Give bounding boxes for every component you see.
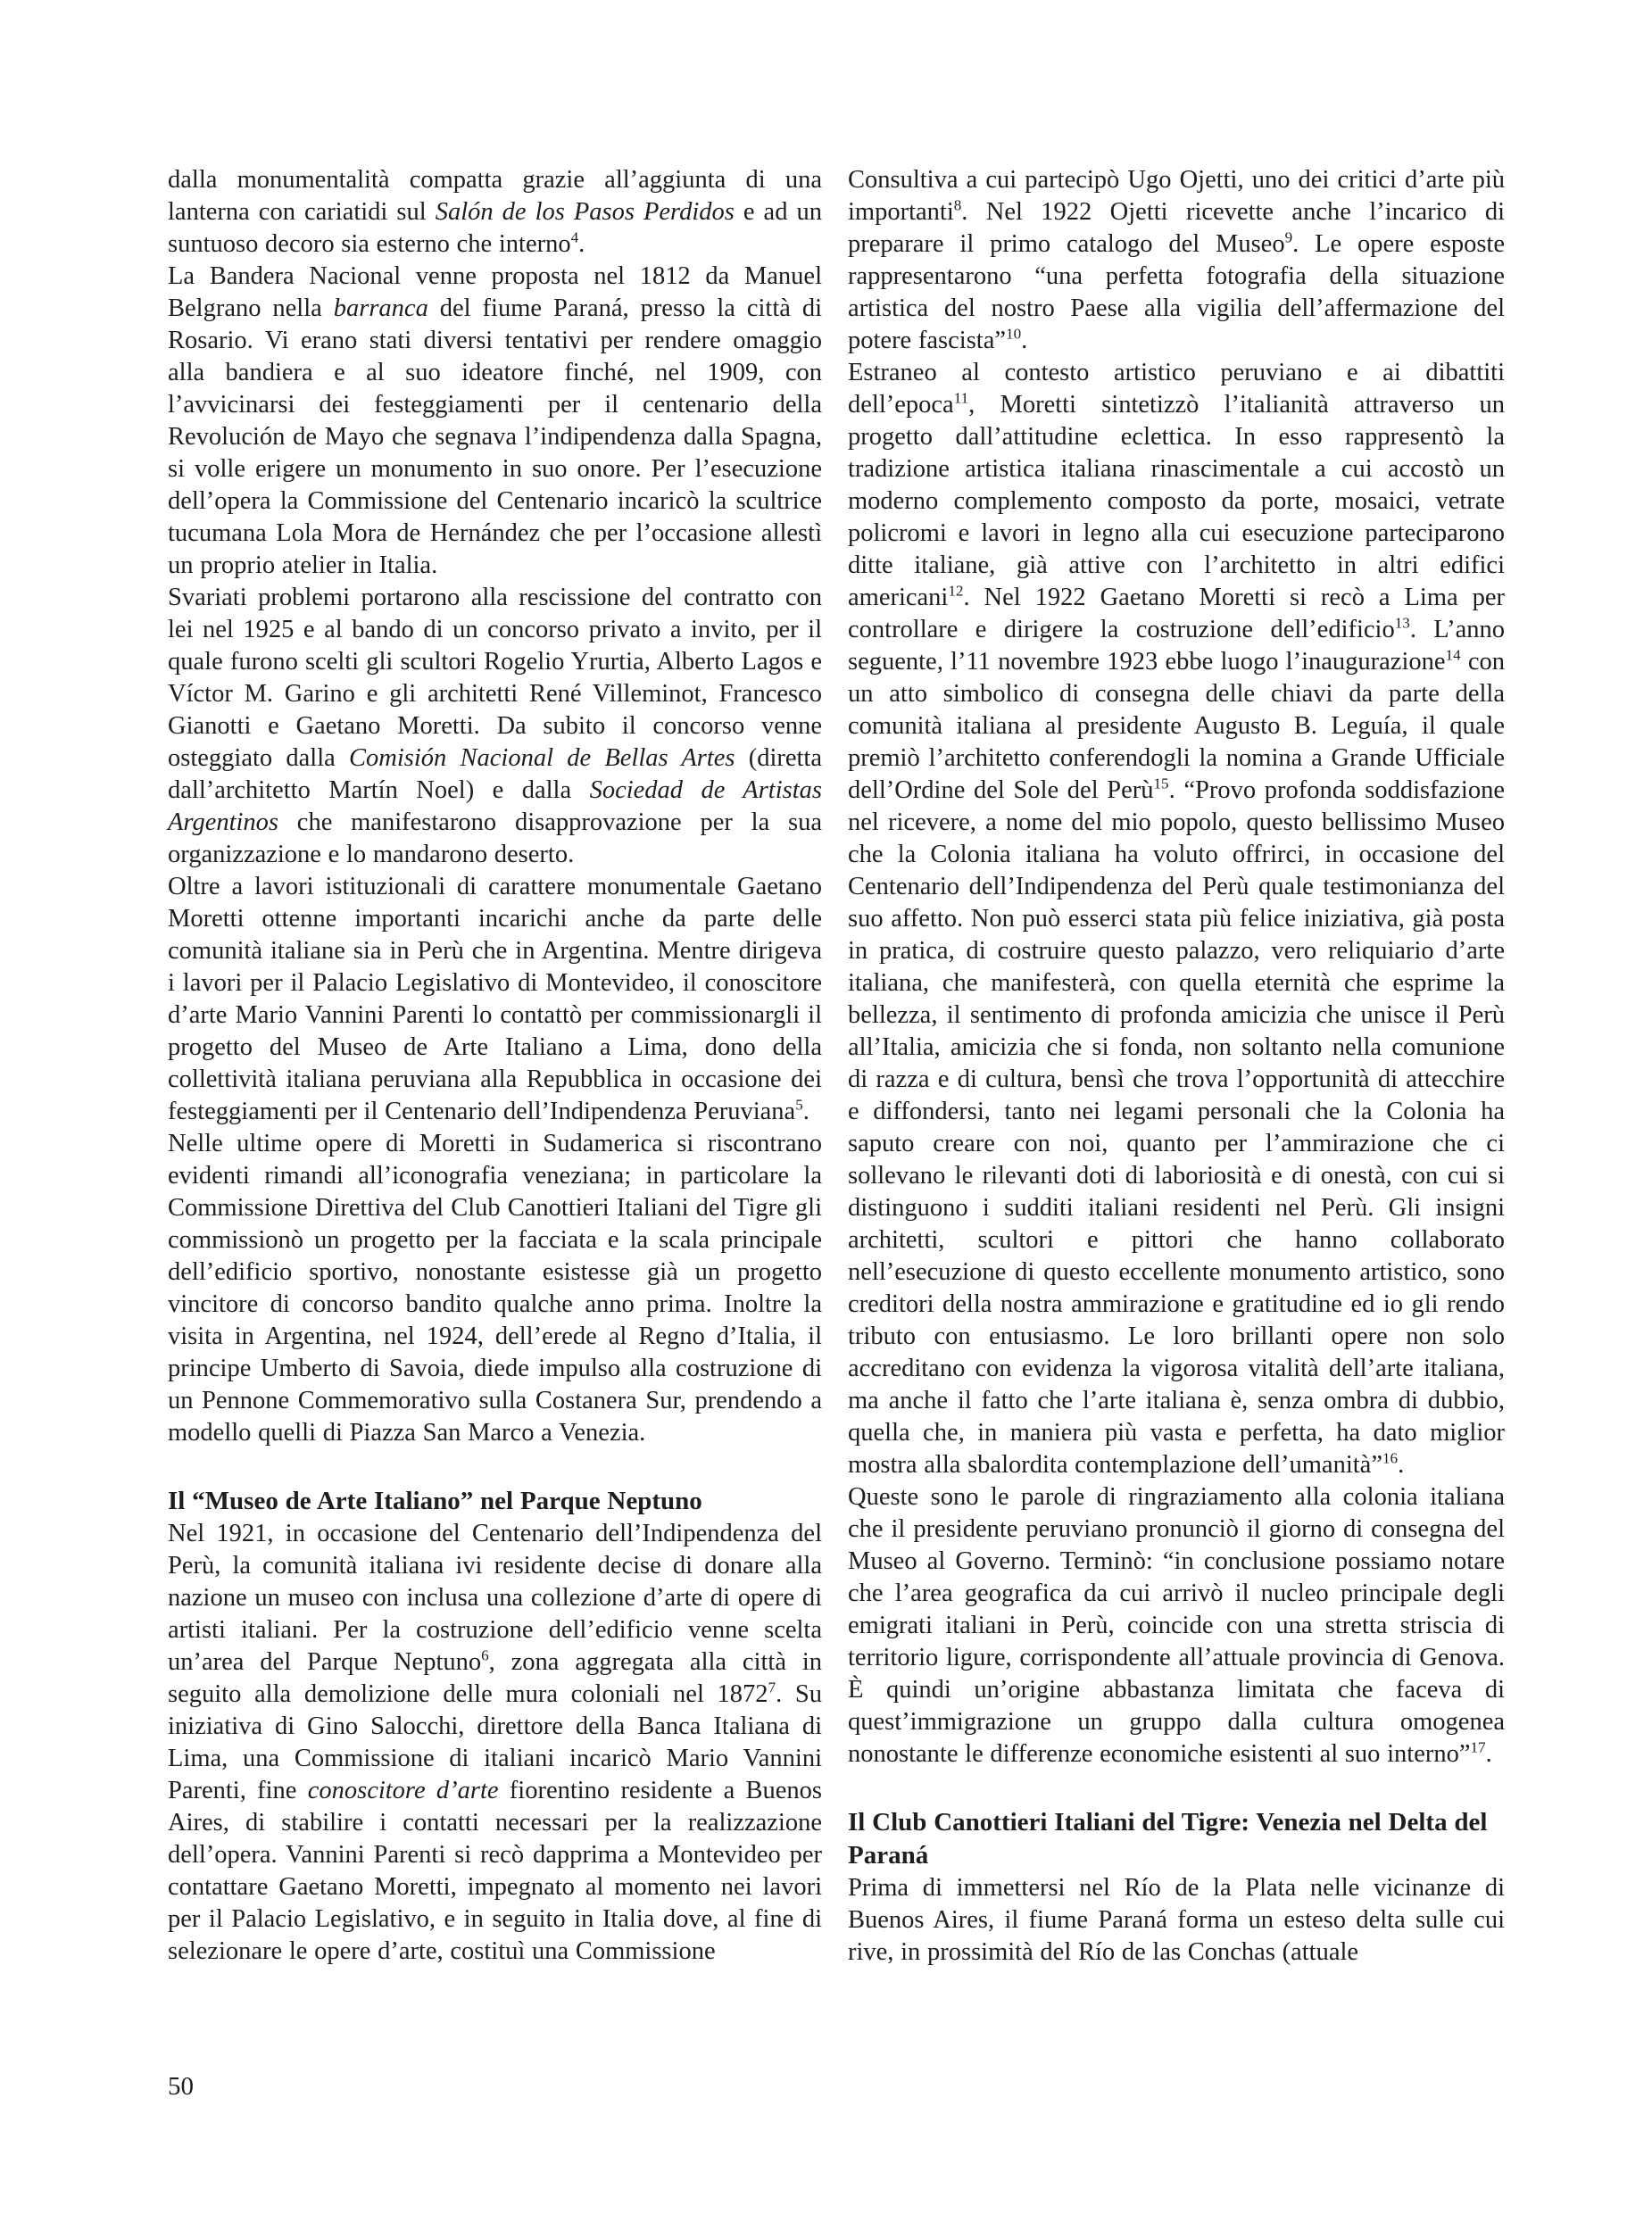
text-run: . L’anno seguente, l’11 novembre 1923 ebbe luogo l’inaugurazione [848,616,1505,676]
text-run: . “Provo profonda soddisfazione nel ricevere, a nome del mio popolo, questo bellissimo Museo che la Colonia italiana ha voluto offrirci, in occasione del Centenario dell’Indipendenza del Perù quale testimonianza del suo affetto. Non può esserci stata più felice iniziativa, già posta in pratica, di costruire questo palazzo, vero reliquiario d’arte italiana, che manifesterà, con quella eternità che esprime la bellezza, il sentimento di profonda amicizia che unisce il Perù all’Italia, amicizia che si fonda, non soltanto nella comunione di razza e di cultura, bensì che trova l’opportunità di attecchire e diffondersi, tanto nei legami personali che la Colonia ha saputo creare con noi, quanto per l’ammirazione che ci sollevano le rilevanti doti di laboriosità e di onestà, con cui si distinguono i sudditi italiani residenti nel Perù. Gli insigni architetti, scultori e pittori che hanno collaborato nell’esecuzione di questo eccellente monumento artistico, sono creditori della nostra ammirazione e gratitudine ed io gli rendo tributo con entusiasmo. Le loro brillanti opere non solo accreditano con evidenza la vigorosa vitalità dell’arte italiana, ma anche il fatto che l’arte italiana è, senza ombra di dubbio, quella che, in maniera più vasta e perfetta, ha dato miglior mostra alla sbalordita contemplazione dell’umanità” [848,776,1505,1479]
footnote-reference: 10 [1006,325,1022,343]
text-run: (diretta dall’architetto Martín Noel) e dalla [168,744,823,804]
footnote-reference: 7 [768,1679,776,1696]
paragraph [168,1128,822,1449]
text-run: . Le opere esposte rappresentarono “una perfetta fotografia della situazione artistica del nostro Paese alla vigilia dell’affermazione del potere fascista” [848,230,1505,354]
text-column-right [848,164,1505,1969]
text-column-left [168,164,822,1968]
text-run: e ad un suntuoso decoro sia esterno che interno [168,198,822,258]
text-run: Il “Museo de Arte Italiano” nel Parque Neptuno [168,1487,702,1515]
text-run: Svariati problemi portarono alla rescissione del contratto con lei nel 1925 e al bando di un concorso privato a invito, per il quale furono scelti gli scultori Rogelio Yrurtia, Alberto Lagos e Víctor M. Garino e gli architetti René Villeminot, Francesco Gianotti e Gaetano Moretti. Da subito il concorso venne osteggiato dalla [168,584,822,772]
text-run: Queste sono le parole di ringraziamento alla colonia italiana che il presidente peruviano pronunciò il giorno di consegna del Museo al Governo. Terminò: “in conclusione possiamo notare che l’area geografica da cui arrivò il nucleo principale degli emigrati italiani in Perù, coincide con una stretta striscia di territorio ligure, corrispondente all’attuale provincia di Genova. È quindi un’origine abbastanza limitata che faceva di quest’immigrazione un gruppo dalla cultura omogenea nonostante le differenze economiche esistenti al suo interno” [848,1483,1505,1768]
italic-text-run: Sociedad de Artistas Argentinos [168,776,822,836]
footnote-reference: 16 [1382,1449,1399,1467]
footnote-reference: 14 [1445,646,1461,664]
paragraph [848,164,1505,357]
text-run: . Nel 1922 Ojetti ricevette anche l’incarico di preparare il primo catalogo del Museo [848,198,1505,258]
text-run: Il Club Canottieri Italiani del Tigre: Venezia nel Delta del Paraná [848,1808,1488,1870]
text-run: fiorentino residente a Buenos Aires, di stabilire i contatti necessari per la realizzazione dell’opera. Vannini Parenti si recò dapprima a Montevideo per contattare Gaetano Moretti, impegnato al momento nei lavori per il Palacio Legislativo, e in seguito in Italia dove, al fine di selezionare le opere d’arte, costituì una Commissione [168,1777,822,1965]
footnote-reference: 6 [481,1646,489,1664]
footnote-reference: 4 [570,228,579,246]
text-run: dalla monumentalità compatta grazie all’aggiunta di una lanterna con cariatidi sul [168,166,822,226]
text-run: . [1021,327,1028,354]
text-run: . [1398,1451,1405,1479]
italic-text-run: barranca [333,294,428,322]
text-run: Oltre a lavori istituzionali di carattere monumentale Gaetano Moretti ottenne importanti incarichi anche da parte delle comunità italiane sia in Perù che in Argentina. Mentre dirigeva i lavori per il Palacio Legislativo di Montevideo, il conoscitore d’arte Mario Vannini Parenti lo contattò per commissionargli il progetto del Museo de Arte Italiano a Lima, dono della collettività italiana peruviana alla Repubblica in occasione dei festeggiamenti per il Centenario dell’Indipendenza Peruviana [168,873,822,1125]
text-run: con un atto simbolico di consegna delle chiavi da parte della comunità italiana al presidente Augusto B. Leguía, il quale premiò l’architetto conferendogli la nomina a Grande Ufficiale dell’Ordine del Sole del Perù [848,648,1505,804]
paragraph [848,1481,1505,1770]
text-run: . [802,1098,809,1125]
footnote-reference: 13 [1394,614,1410,632]
text-run: Nelle ultime opere di Moretti in Sudamerica si riscontrano evidenti rimandi all’iconografia veneziana; in particolare la Commissione Direttiva del Club Canottieri Italiani del Tigre gli commissionò un progetto per la facciata e la scala principale dell’edificio sportivo, nonostante esistesse già un progetto vincitore di concorso bandito qualche anno prima. Inoltre la visita in Argentina, nel 1924, dell’erede al Regno d’Italia, il principe Umberto di Savoia, diede impulso alla costruzione di un Pennone Commemorativo sulla Costanera Sur, prendendo a modello quelli di Piazza San Marco a Venezia. [168,1130,822,1447]
text-run: Prima di immettersi nel Río de la Plata nelle vicinanze di Buenos Aires, il fiume Paraná forma un esteso delta sulle cui rive, in prossimità del Río de las Conchas (attuale [848,1874,1505,1966]
text-run: . Nel 1922 Gaetano Moretti si recò a Lima per controllare e dirigere la costruzione dell’edificio [848,584,1505,643]
page-number: 50 [168,2072,194,2101]
text-run: del fiume Paraná, presso la città di Rosario. Vi erano stati diversi tentativi per rendere omaggio alla bandiera e al suo ideatore finché, nel 1909, con l’avvicinarsi dei festeggiamenti per il centenario della Revolución de Mayo che segnava l’indipendenza dalla Spagna, si volle erigere un monumento in suo onore. Per l’esecuzione dell’opera la Commissione del Centenario incaricò la scultrice tucumana Lola Mora de Hernández che per l’occasione allestì un proprio atelier in Italia. [168,294,823,579]
section-heading [848,1806,1505,1872]
footnote-reference: 11 [953,389,969,407]
text-run: . [1485,1740,1492,1768]
text-run: La Bandera Nacional venne proposta nel 1812 da Manuel Belgrano nella [168,262,822,322]
footnote-reference: 8 [953,196,962,214]
paragraph [168,164,822,261]
paragraph [848,1872,1505,1969]
text-run: . Su iniziativa di Gino Salocchi, direttore della Banca Italiana di Lima, una Commissione di italiani incaricò Mario Vannini Parenti, fine [168,1680,823,1804]
paragraph [168,871,822,1128]
footnote-reference: 9 [1284,228,1293,246]
italic-text-run: conoscitore d’arte [307,1777,499,1804]
text-run: che manifestarono disapprovazione per la sua organizzazione e lo mandarono deserto. [168,808,822,868]
text-run: Estraneo al contesto artistico peruviano e ai dibattiti dell’epoca [848,359,1505,419]
text-run: , zona aggregata alla città in seguito alla demolizione delle mura coloniali nel 1872 [168,1648,823,1708]
text-run: Consultiva a cui partecipò Ugo Ojetti, uno dei critici d’arte più importanti [848,166,1505,226]
footnote-reference: 15 [1153,775,1169,792]
text-run: . [578,230,585,258]
italic-text-run: Salón de los Pasos Perdidos [435,198,735,226]
footnote-reference: 12 [948,582,964,600]
paragraph [848,357,1505,1481]
paragraph [168,261,822,582]
paragraph [168,1518,822,1968]
text-run: Nel 1921, in occasione del Centenario dell’Indipendenza del Perù, la comunità italiana ivi residente decise di donare alla nazione un museo con inclusa una collezione d’arte di opere di artisti italiani. Per la costruzione dell’edificio venne scelta un’area del Parque Neptuno [168,1520,822,1676]
text-run: , Moretti sintetizzò l’italianità attraverso un progetto dall’attitudine eclettica. In esso rappresentò la tradizione artistica italiana rinascimentale a cui accostò un moderno complemento composto da porte, mosaici, vetrate policromi e lavori in legno alla cui esecuzione parteciparono ditte italiane, già attive con l’architetto in altri edifici americani [848,391,1505,611]
footnote-reference: 5 [795,1096,803,1114]
footnote-reference: 17 [1470,1738,1486,1756]
section-heading [168,1485,822,1518]
italic-text-run: Comisión Nacional de Bellas Artes [349,744,735,772]
paragraph [168,582,822,871]
